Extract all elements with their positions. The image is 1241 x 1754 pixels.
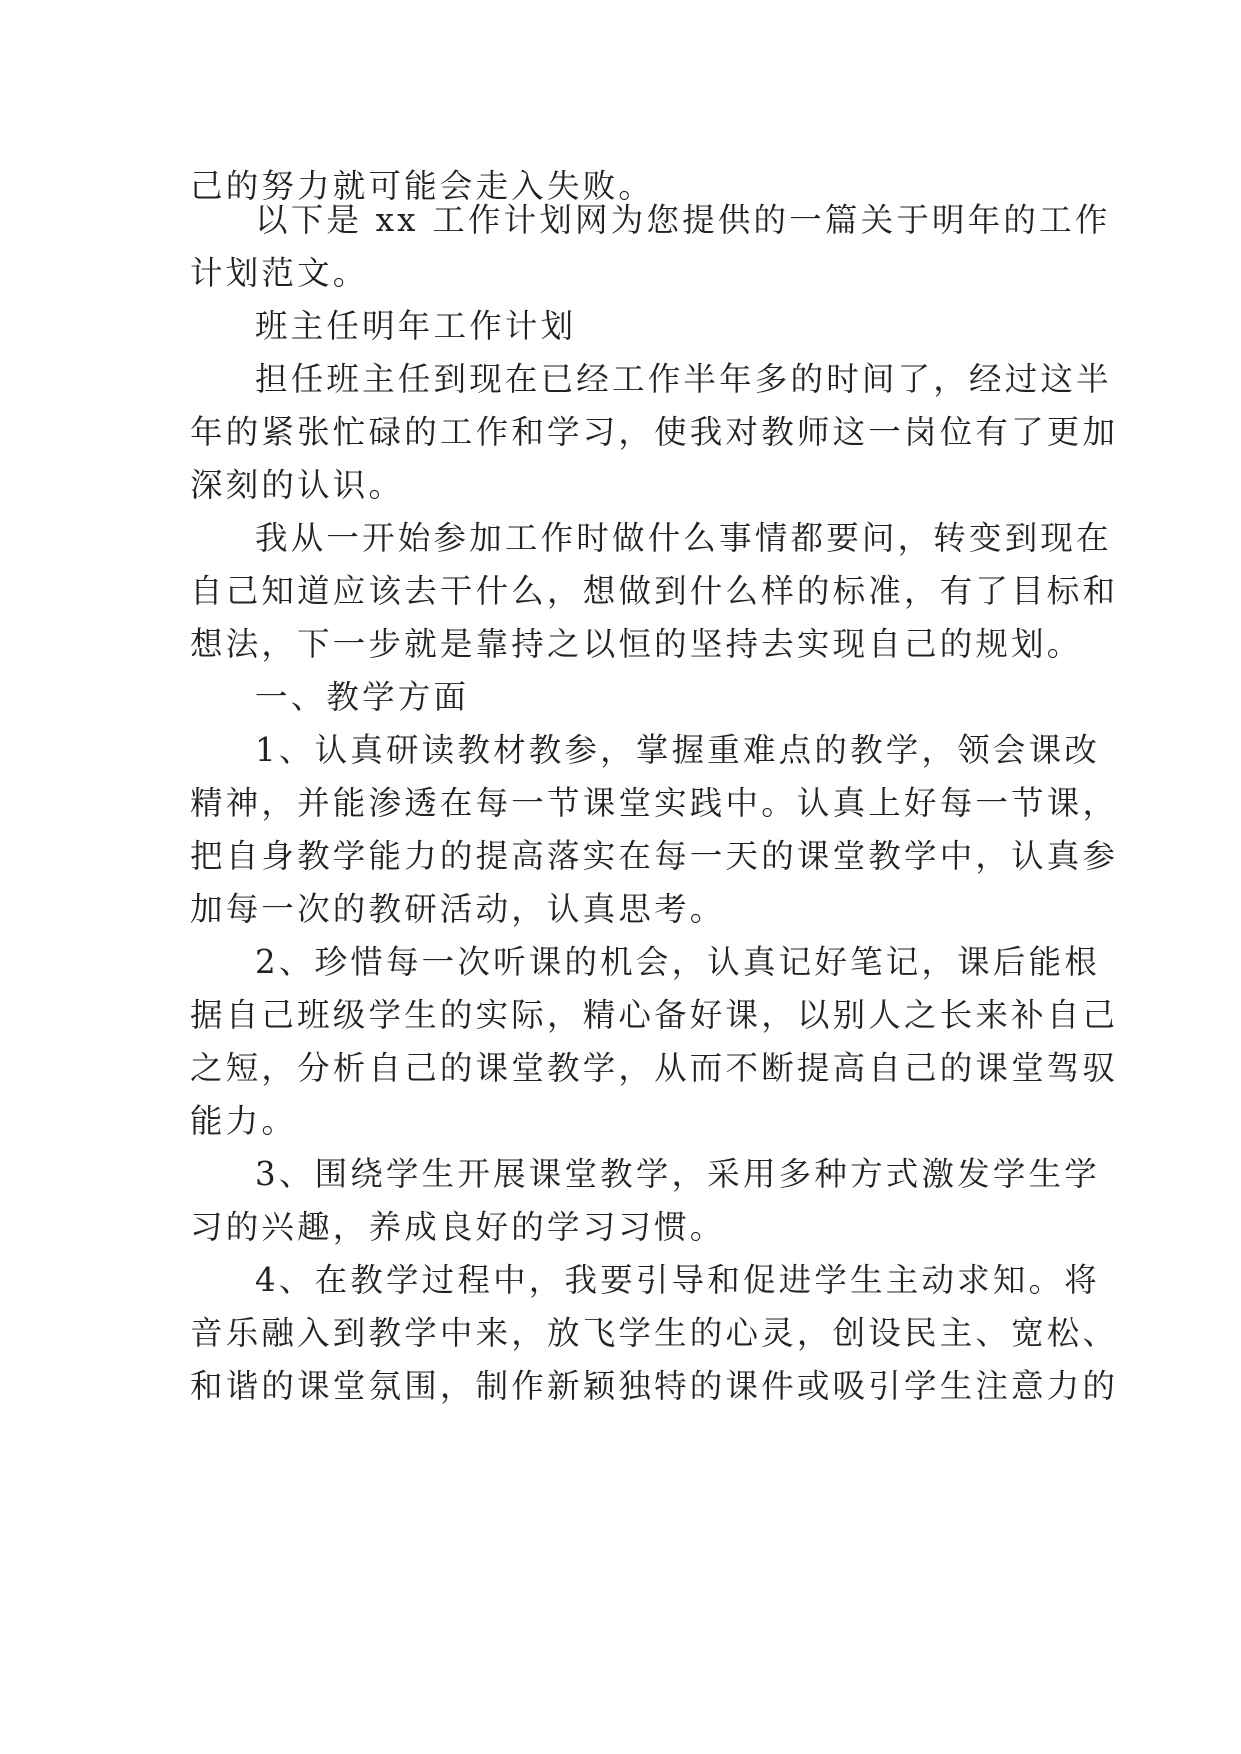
paragraph-line: 计划范文。 <box>190 254 369 292</box>
paragraph-line: 把自身教学能力的提高落实在每一天的课堂教学中，认真参 <box>190 837 1119 875</box>
paragraph-line: 据自己班级学生的实际，精心备好课，以别人之长来补自己 <box>190 996 1119 1034</box>
paragraph-line: 年的紧张忙碌的工作和学习，使我对教师这一岗位有了更加 <box>190 413 1119 451</box>
paragraph-line: 音乐融入到教学中来，放飞学生的心灵，创设民主、宽松、 <box>190 1314 1119 1352</box>
paragraph-line: 3、围绕学生开展课堂教学，采用多种方式激发学生学 <box>255 1155 1100 1193</box>
paragraph-line: 1、认真研读教材教参，掌握重难点的教学，领会课改 <box>255 731 1100 769</box>
paragraph-line: 习的兴趣，养成良好的学习习惯。 <box>190 1208 726 1246</box>
paragraph-line: 自己知道应该去干什么，想做到什么样的标准，有了目标和 <box>190 572 1119 610</box>
paragraph-line: 2、珍惜每一次听课的机会，认真记好笔记，课后能根 <box>255 943 1100 981</box>
paragraph-line: 担任班主任到现在已经工作半年多的时间了，经过这半 <box>255 360 1112 398</box>
paragraph-line: 之短，分析自己的课堂教学，从而不断提高自己的课堂驾驭 <box>190 1049 1119 1087</box>
section-heading: 一、教学方面 <box>255 678 470 716</box>
paragraph-line: 4、在教学过程中，我要引导和促进学生主动求知。将 <box>255 1261 1100 1299</box>
paragraph-line: 加每一次的教研活动，认真思考。 <box>190 890 726 928</box>
paragraph-line: 我从一开始参加工作时做什么事情都要问，转变到现在 <box>255 519 1112 557</box>
paragraph-line: 以下是 xx 工作计划网为您提供的一篇关于明年的工作 <box>255 201 1111 239</box>
paragraph-line: 己的努力就可能会走入失败。 <box>190 167 655 205</box>
paragraph-line: 想法，下一步就是靠持之以恒的坚持去实现自己的规划。 <box>190 625 1083 663</box>
paragraph-line: 深刻的认识。 <box>190 466 405 504</box>
paragraph-line: 精神，并能渗透在每一节课堂实践中。认真上好每一节课， <box>190 784 1119 822</box>
paragraph-line: 和谐的课堂氛围，制作新颖独特的课件或吸引学生注意力的 <box>190 1367 1119 1405</box>
section-heading: 班主任明年工作计划 <box>255 307 577 345</box>
paragraph-line: 能力。 <box>190 1102 298 1140</box>
